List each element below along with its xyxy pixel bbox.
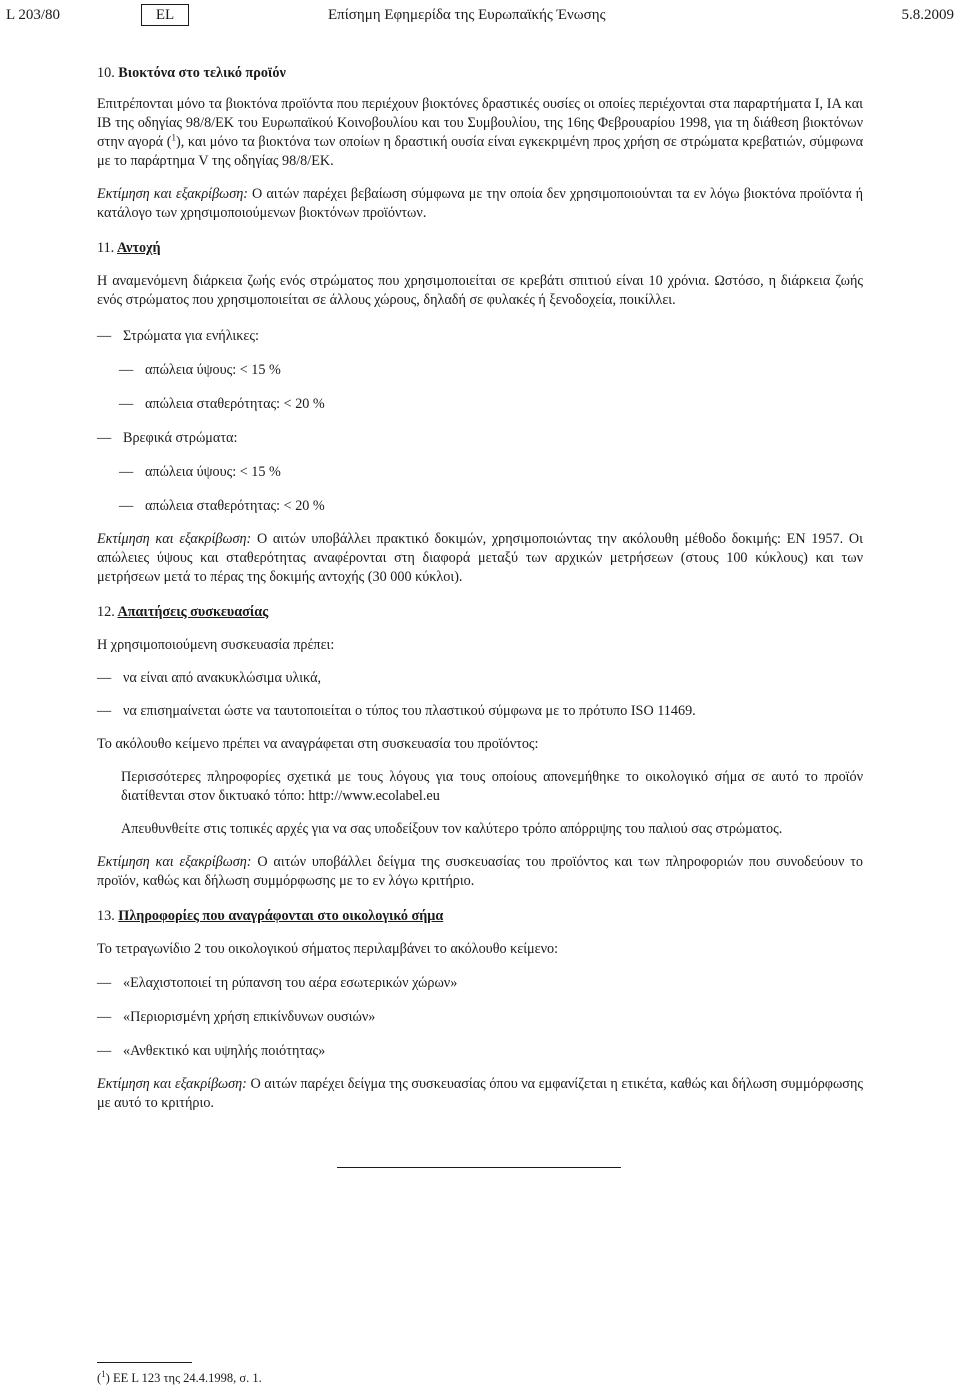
packaging-quote-disposal: Απευθυνθείτε στις τοπικές αρχές για να σας υποδείξουν τον καλύτερο τρόπο απόρριψης του παλιού σας στρώματος. — [121, 821, 783, 837]
section-12-text-intro: Το ακόλουθο κείμενο πρέπει να αναγράφεται στη συσκευασία του προϊόντος: — [97, 736, 539, 752]
list-item-durable-quality: — «Ανθεκτικό και υψηλής ποιότητας» — [97, 1043, 326, 1059]
section-12-heading: 12. Απαιτήσεις συσκευασίας — [97, 604, 269, 620]
section-12-intro: Η χρησιμοποιούμενη συσκευασία πρέπει: — [97, 637, 335, 653]
page-header — [6, 4, 954, 28]
language-badge: EL — [141, 4, 189, 26]
packaging-quote-info: Περισσότερες πληροφορίες σχετικά με τους λόγους για τους οποίους απονεμήθηκε το οικολογικό σήμα σε αυτό το προϊόν διατίθενται στον δικτυακό τόπο: http://www.ecolabel.eu — [121, 769, 863, 804]
section-11-paragraph: Η αναμενόμενη διάρκεια ζωής ενός στρώματος που χρησιμοποιείται σε κρεβάτι σπιτιού είναι 10 χρόνια. Ωστόσο, η διάρκεια ζωής ενός στρώματος που χρησιμοποιείται σε άλλους χώρους, δηλαδή σε φυλακές ή ξενοδοχεία, ποικίλλει. — [97, 273, 863, 308]
publication-date: 5.8.2009 — [901, 7, 954, 23]
list-item-baby-stability-loss: — απώλεια σταθερότητας: < 20 % — [119, 498, 325, 514]
section-10-heading: 10. Βιοκτόνα στο τελικό προϊόν — [97, 65, 286, 81]
list-item-plastic-marking: — να επισημαίνεται ώστε να ταυτοποιείται ο τύπος του πλαστικού σύμφωνα με το πρότυπο ISO 11469. — [97, 703, 696, 719]
section-13-heading: 13. Πληροφορίες που αναγράφονται στο οικολογικό σήμα — [97, 908, 444, 924]
footnote-reference: 1 — [171, 132, 176, 143]
journal-title: Επίσημη Εφημερίδα της Ευρωπαϊκής Ένωσης — [328, 7, 606, 23]
footnote-separator — [97, 1362, 192, 1363]
section-11-heading: 11. Αντοχή — [97, 240, 161, 256]
document-body — [97, 64, 863, 1113]
section-13-assessment: Εκτίμηση και εξακρίβωση: Ο αιτών παρέχει δείγμα της συσκευασίας όπου να εμφανίζεται η ετικέτα, καθώς και δήλωση συμμόρφωσης με αυτό το κριτήριο. — [97, 1076, 863, 1111]
section-10-assessment: Εκτίμηση και εξακρίβωση: Ο αιτών παρέχει βεβαίωση σύμφωνα με την οποία δεν χρησιμοποιούνται τα εν λόγω βιοκτόνα προϊόντα ή κατάλογο των χρησιμοποιούμενων βιοκτόνων προϊόντων. — [97, 186, 863, 221]
list-item-baby-height-loss: — απώλεια ύψους: < 15 % — [119, 464, 281, 480]
list-item-adult-height-loss: — απώλεια ύψους: < 15 % — [119, 362, 281, 378]
section-separator — [337, 1167, 621, 1168]
list-item-recyclable: — να είναι από ανακυκλώσιμα υλικά, — [97, 670, 322, 686]
list-item-hazardous-substances: — «Περιορισμένη χρήση επικίνδυνων ουσιών» — [97, 1009, 376, 1025]
page-reference: L 203/80 — [6, 7, 61, 23]
list-item-adult-mattresses: — Στρώματα για ενήλικες: — [97, 328, 259, 344]
footnote: ($^1$) ΕΕ L 123 της 24.4.1998, σ. 1. — [97, 1368, 262, 1385]
list-item-adult-stability-loss: — απώλεια σταθερότητας: < 20 % — [119, 396, 325, 412]
list-item-baby-mattresses: — Βρεφικά στρώματα: — [97, 430, 238, 446]
list-item-air-pollution: — «Ελαχιστοποιεί τη ρύπανση του αέρα εσωτερικών χώρων» — [97, 975, 458, 991]
section-10-paragraph: Επιτρέπονται μόνο τα βιοκτόνα προϊόντα που περιέχουν βιοκτόνες δραστικές ουσίες οι οποίες περιέχονται στα παραρτήματα Ι, ΙΑ και ΙΒ της οδηγίας 98/8/ΕΚ του Ευρωπαϊκού Κοινοβουλίου και του Συμβουλίου, της 16ης Φεβρουαρίου 1998, για τη διάθεση βιοκτόνων στην αγορά ($^1$), και μόνο τα βιοκτόνα των οποίων η δραστική ουσία είναι εγκεκριμένη προς χρήση σε στρώματα κρεβατιών, σύμφωνα με το παράρτημα V της οδηγίας 98/8/ΕΚ. — [97, 96, 864, 169]
section-11-assessment: Εκτίμηση και εξακρίβωση: Ο αιτών υποβάλλει πρακτικό δοκιμών, χρησιμοποιώντας την ακόλουθη μέθοδο δοκιμής: ΕΝ 1957. Οι απώλειες ύψους και σταθερότητας αναφέρονται στη διαφορά μεταξύ των αρχικών μετρήσεων (στους 100 κύκλους) και των μετρήσεων μετά το πέρας της δοκιμής αντοχής (30 000 κύκλοι). — [97, 531, 863, 585]
section-13-intro: Το τετραγωνίδιο 2 του οικολογικού σήματος περιλαμβάνει το ακόλουθο κείμενο: — [97, 941, 559, 957]
section-12-assessment: Εκτίμηση και εξακρίβωση: Ο αιτών υποβάλλει δείγμα της συσκευασίας του προϊόντος και των πληροφοριών που συνοδεύουν το προϊόν, καθώς και δήλωση συμμόρφωσης με το εν λόγω κριτήριο. — [97, 854, 863, 889]
